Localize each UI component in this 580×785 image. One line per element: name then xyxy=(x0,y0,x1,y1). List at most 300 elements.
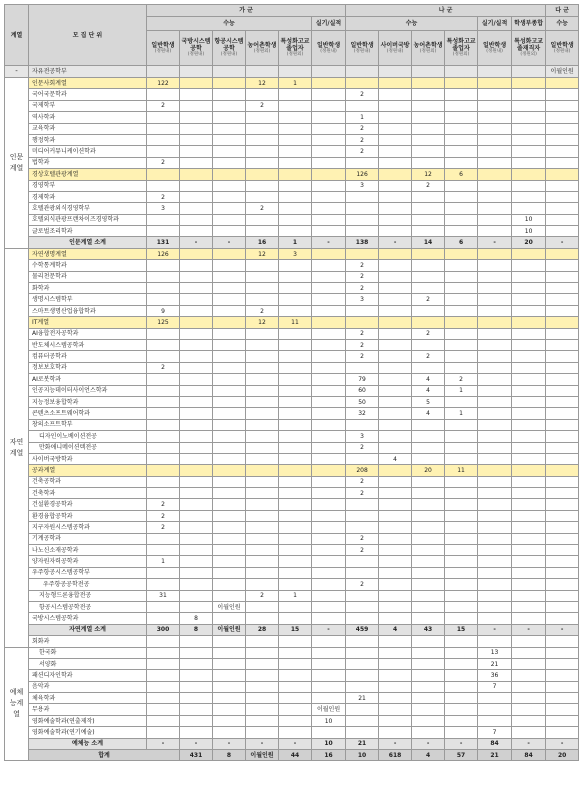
quota-cell xyxy=(379,78,412,89)
table-row xyxy=(5,123,579,134)
quota-cell xyxy=(180,328,213,339)
quota-cell: 10 xyxy=(312,715,346,726)
quota-cell xyxy=(412,419,445,430)
quota-cell xyxy=(379,180,412,191)
unit-name: 화학과 xyxy=(29,283,147,294)
table-row xyxy=(5,100,579,111)
quota-cell xyxy=(546,78,579,89)
group-label: 인문계열 xyxy=(5,78,29,249)
quota-cell xyxy=(546,100,579,111)
quota-cell xyxy=(546,191,579,202)
quota-cell xyxy=(213,112,246,123)
quota-cell xyxy=(478,100,512,111)
quota-cell xyxy=(512,89,546,100)
quota-cell xyxy=(512,169,546,180)
quota-cell xyxy=(180,305,213,316)
quota-cell: 50 xyxy=(346,396,379,407)
quota-cell xyxy=(312,89,346,100)
quota-cell xyxy=(445,260,478,271)
quota-cell xyxy=(312,339,346,350)
quota-cell xyxy=(180,374,213,385)
group-label: 예체능계열 xyxy=(5,647,29,761)
quota-cell xyxy=(213,214,246,225)
quota-cell xyxy=(246,66,279,78)
quota-cell xyxy=(379,533,412,544)
quota-cell xyxy=(312,533,346,544)
column-header xyxy=(246,31,279,66)
quota-cell xyxy=(147,351,180,362)
header-ga-suneung: 수능 xyxy=(147,17,312,31)
quota-cell: 8 xyxy=(180,613,213,624)
quota-cell xyxy=(147,112,180,123)
quota-cell xyxy=(412,545,445,556)
unit-name: 디자인이노베이션전공 xyxy=(29,431,147,442)
quota-cell xyxy=(180,727,213,738)
quota-cell xyxy=(478,157,512,168)
quota-cell xyxy=(512,510,546,521)
table-row xyxy=(5,465,579,476)
quota-cell xyxy=(546,339,579,350)
quota-cell xyxy=(512,112,546,123)
quota-cell xyxy=(445,283,478,294)
quota-cell xyxy=(478,317,512,328)
quota-cell xyxy=(379,681,412,692)
quota-cell xyxy=(312,647,346,658)
admission-quota-table xyxy=(4,4,579,761)
table-row xyxy=(5,488,579,499)
quota-cell: 431 xyxy=(180,750,213,761)
table-row xyxy=(5,203,579,214)
table-row xyxy=(5,169,579,180)
quota-cell xyxy=(412,601,445,612)
quota-cell xyxy=(546,362,579,373)
quota-cell xyxy=(379,339,412,350)
quota-cell: 1 xyxy=(346,112,379,123)
quota-cell xyxy=(412,305,445,316)
quota-cell xyxy=(147,476,180,487)
quota-cell: 2 xyxy=(246,590,279,601)
quota-cell xyxy=(512,636,546,647)
quota-cell xyxy=(279,579,312,590)
quota-cell xyxy=(546,89,579,100)
quota-cell xyxy=(512,465,546,476)
quota-cell xyxy=(412,533,445,544)
quota-cell xyxy=(147,442,180,453)
quota-cell xyxy=(478,123,512,134)
quota-cell xyxy=(379,465,412,476)
quota-cell xyxy=(546,567,579,578)
quota-cell xyxy=(379,647,412,658)
quota-cell xyxy=(279,545,312,556)
quota-cell xyxy=(546,169,579,180)
quota-cell xyxy=(379,100,412,111)
quota-cell xyxy=(445,339,478,350)
table-row xyxy=(5,271,579,282)
quota-cell: 20 xyxy=(412,465,445,476)
quota-cell xyxy=(478,431,512,442)
quota-cell xyxy=(246,613,279,624)
quota-cell xyxy=(180,556,213,567)
quota-cell xyxy=(312,260,346,271)
quota-cell: 2 xyxy=(346,271,379,282)
quota-cell xyxy=(246,226,279,237)
unit-name: 경영학부 xyxy=(29,180,147,191)
column-header xyxy=(445,31,478,66)
quota-cell xyxy=(147,533,180,544)
quota-cell xyxy=(279,89,312,100)
quota-cell xyxy=(379,408,412,419)
quota-cell xyxy=(246,146,279,157)
quota-cell: 125 xyxy=(147,317,180,328)
quota-cell xyxy=(512,476,546,487)
quota-cell: 2 xyxy=(445,374,478,385)
quota-cell xyxy=(512,374,546,385)
quota-cell xyxy=(279,727,312,738)
unit-name: 행정학과 xyxy=(29,134,147,145)
quota-cell xyxy=(312,590,346,601)
quota-cell xyxy=(312,157,346,168)
quota-cell xyxy=(478,408,512,419)
quota-cell xyxy=(412,636,445,647)
column-header-title: 국방시스템공학 xyxy=(181,38,211,52)
quota-cell: 2 xyxy=(147,157,180,168)
quota-cell xyxy=(546,636,579,647)
quota-cell xyxy=(412,590,445,601)
quota-cell xyxy=(445,670,478,681)
quota-cell xyxy=(546,476,579,487)
quota-cell xyxy=(445,419,478,430)
quota-cell xyxy=(512,658,546,669)
quota-cell xyxy=(379,419,412,430)
quota-cell: 84 xyxy=(512,750,546,761)
quota-cell xyxy=(546,396,579,407)
quota-cell: 이월인원 xyxy=(213,601,246,612)
unit-name: 생명시스템학부 xyxy=(29,294,147,305)
quota-cell xyxy=(546,248,579,259)
quota-cell xyxy=(546,693,579,704)
quota-cell xyxy=(213,453,246,464)
quota-cell: 15 xyxy=(445,624,478,635)
quota-cell: 28 xyxy=(246,624,279,635)
table-row xyxy=(5,317,579,328)
quota-cell xyxy=(445,203,478,214)
quota-cell xyxy=(213,419,246,430)
quota-cell xyxy=(512,203,546,214)
quota-cell: - xyxy=(180,738,213,749)
quota-cell xyxy=(246,693,279,704)
quota-cell xyxy=(312,601,346,612)
column-header-note: (정원내) xyxy=(486,48,503,54)
quota-cell xyxy=(445,305,478,316)
quota-cell xyxy=(512,522,546,533)
quota-cell xyxy=(346,647,379,658)
quota-cell xyxy=(279,283,312,294)
quota-cell xyxy=(246,488,279,499)
unit-name: 경상호텔관광계열 xyxy=(29,169,147,180)
quota-cell xyxy=(213,590,246,601)
quota-cell xyxy=(147,169,180,180)
quota-cell xyxy=(180,294,213,305)
quota-cell xyxy=(312,374,346,385)
quota-cell: 2 xyxy=(346,339,379,350)
header-gun-ga: 가 군 xyxy=(147,5,346,17)
quota-cell xyxy=(445,715,478,726)
quota-cell xyxy=(546,647,579,658)
quota-cell: 2 xyxy=(346,442,379,453)
quota-cell xyxy=(180,647,213,658)
quota-cell xyxy=(147,636,180,647)
quota-cell xyxy=(412,453,445,464)
column-header-note: (정원외) xyxy=(253,48,271,54)
table-row xyxy=(5,146,579,157)
table-row xyxy=(5,339,579,350)
quota-cell xyxy=(213,647,246,658)
header-ga-silgi: 실기/실적 xyxy=(312,17,346,31)
table-row xyxy=(5,590,579,601)
quota-cell xyxy=(180,419,213,430)
quota-cell xyxy=(213,715,246,726)
quota-cell xyxy=(478,636,512,647)
unit-name: 음악과 xyxy=(29,681,147,692)
quota-cell: - xyxy=(546,738,579,749)
quota-cell xyxy=(412,727,445,738)
quota-cell: 126 xyxy=(147,248,180,259)
quota-cell xyxy=(412,248,445,259)
quota-cell xyxy=(147,408,180,419)
quota-cell xyxy=(478,488,512,499)
quota-cell xyxy=(512,670,546,681)
unit-name: 반도체시스템공학과 xyxy=(29,339,147,350)
quota-cell xyxy=(147,328,180,339)
quota-cell xyxy=(478,385,512,396)
quota-cell xyxy=(379,112,412,123)
quota-cell xyxy=(546,727,579,738)
quota-cell: 1 xyxy=(279,78,312,89)
quota-cell xyxy=(312,579,346,590)
quota-cell xyxy=(412,317,445,328)
quota-cell xyxy=(312,191,346,202)
quota-cell xyxy=(512,362,546,373)
quota-cell xyxy=(412,271,445,282)
quota-cell xyxy=(147,647,180,658)
quota-cell xyxy=(546,134,579,145)
quota-cell xyxy=(180,488,213,499)
quota-cell xyxy=(512,408,546,419)
quota-cell xyxy=(279,556,312,567)
quota-cell xyxy=(312,169,346,180)
quota-cell xyxy=(546,488,579,499)
quota-cell xyxy=(546,283,579,294)
quota-cell xyxy=(180,146,213,157)
table-row xyxy=(5,78,579,89)
column-header xyxy=(412,31,445,66)
quota-cell xyxy=(512,488,546,499)
quota-cell xyxy=(279,419,312,430)
quota-cell xyxy=(346,419,379,430)
table-row xyxy=(5,601,579,612)
quota-cell xyxy=(180,66,213,78)
quota-cell: 2 xyxy=(346,545,379,556)
quota-cell xyxy=(379,727,412,738)
quota-cell xyxy=(412,134,445,145)
quota-cell xyxy=(279,100,312,111)
quota-cell xyxy=(312,670,346,681)
quota-cell xyxy=(478,567,512,578)
quota-cell xyxy=(246,419,279,430)
quota-cell xyxy=(412,579,445,590)
quota-cell: 2 xyxy=(412,328,445,339)
quota-cell: 13 xyxy=(478,647,512,658)
quota-cell xyxy=(147,89,180,100)
quota-cell: 57 xyxy=(445,750,478,761)
header-na-suneung: 수능 xyxy=(346,17,478,31)
quota-cell xyxy=(478,693,512,704)
quota-cell xyxy=(379,351,412,362)
quota-cell xyxy=(246,636,279,647)
quota-cell: 3 xyxy=(147,203,180,214)
quota-cell xyxy=(246,556,279,567)
quota-cell xyxy=(246,567,279,578)
quota-cell xyxy=(379,328,412,339)
unit-name: 자연계열 소계 xyxy=(29,624,147,635)
quota-cell xyxy=(279,658,312,669)
quota-cell xyxy=(246,191,279,202)
quota-cell xyxy=(213,545,246,556)
quota-cell: 8 xyxy=(213,750,246,761)
unit-name: 서양화 xyxy=(29,658,147,669)
unit-name: 나노신소재공학과 xyxy=(29,545,147,556)
quota-cell xyxy=(180,157,213,168)
table-row xyxy=(5,545,579,556)
quota-cell: 3 xyxy=(346,180,379,191)
quota-cell xyxy=(445,522,478,533)
quota-cell xyxy=(147,66,180,78)
header-group: 계열 xyxy=(5,5,29,66)
quota-cell: 36 xyxy=(478,670,512,681)
quota-cell xyxy=(180,533,213,544)
quota-cell xyxy=(445,476,478,487)
quota-cell xyxy=(379,431,412,442)
quota-cell xyxy=(147,715,180,726)
quota-cell xyxy=(246,431,279,442)
quota-cell xyxy=(213,533,246,544)
quota-cell xyxy=(213,260,246,271)
quota-cell: 1 xyxy=(279,590,312,601)
quota-cell xyxy=(346,556,379,567)
quota-cell xyxy=(512,545,546,556)
quota-cell xyxy=(213,522,246,533)
quota-cell xyxy=(445,647,478,658)
quota-cell xyxy=(379,385,412,396)
quota-cell xyxy=(478,203,512,214)
quota-cell xyxy=(546,545,579,556)
quota-cell xyxy=(279,522,312,533)
quota-cell xyxy=(213,408,246,419)
quota-cell xyxy=(512,613,546,624)
quota-cell xyxy=(213,362,246,373)
table-row xyxy=(5,556,579,567)
quota-cell xyxy=(246,465,279,476)
quota-cell xyxy=(180,89,213,100)
quota-cell xyxy=(546,374,579,385)
quota-cell xyxy=(512,134,546,145)
column-header-note: (정원내) xyxy=(353,48,371,54)
quota-cell xyxy=(312,408,346,419)
quota-cell xyxy=(279,305,312,316)
quota-cell xyxy=(246,214,279,225)
quota-cell: 1 xyxy=(147,556,180,567)
column-header-title: 일반학생 xyxy=(550,41,574,49)
quota-cell xyxy=(512,567,546,578)
quota-cell xyxy=(246,396,279,407)
quota-cell xyxy=(478,134,512,145)
quota-cell xyxy=(246,522,279,533)
table-row xyxy=(5,191,579,202)
quota-cell xyxy=(379,488,412,499)
quota-cell: 10 xyxy=(512,226,546,237)
quota-cell xyxy=(312,693,346,704)
unit-name: 건축공학과 xyxy=(29,476,147,487)
quota-cell xyxy=(412,214,445,225)
quota-cell: 2 xyxy=(147,499,180,510)
quota-cell xyxy=(246,545,279,556)
quota-cell xyxy=(379,134,412,145)
quota-cell xyxy=(546,556,579,567)
quota-cell xyxy=(180,260,213,271)
quota-cell: 21 xyxy=(346,693,379,704)
quota-cell: 3 xyxy=(279,248,312,259)
quota-cell xyxy=(512,248,546,259)
quota-cell xyxy=(478,613,512,624)
quota-cell xyxy=(147,453,180,464)
quota-cell xyxy=(379,157,412,168)
table-row xyxy=(5,374,579,385)
quota-cell xyxy=(180,715,213,726)
quota-cell xyxy=(445,579,478,590)
quota-cell: - xyxy=(279,738,312,749)
quota-cell xyxy=(312,658,346,669)
quota-cell xyxy=(180,510,213,521)
quota-cell xyxy=(546,305,579,316)
quota-cell: 126 xyxy=(346,169,379,180)
quota-cell xyxy=(379,271,412,282)
quota-cell xyxy=(412,283,445,294)
quota-cell xyxy=(512,328,546,339)
table-row xyxy=(5,693,579,704)
quota-cell xyxy=(412,681,445,692)
table-row xyxy=(5,226,579,237)
quota-cell xyxy=(445,66,478,78)
quota-cell xyxy=(279,385,312,396)
quota-cell xyxy=(546,123,579,134)
quota-cell xyxy=(213,670,246,681)
quota-cell xyxy=(213,510,246,521)
quota-cell xyxy=(213,317,246,328)
quota-cell xyxy=(312,681,346,692)
quota-cell xyxy=(546,146,579,157)
unit-name: 자연생명계열 xyxy=(29,248,147,259)
quota-cell xyxy=(213,351,246,362)
quota-cell xyxy=(412,100,445,111)
quota-cell xyxy=(379,636,412,647)
quota-cell xyxy=(246,271,279,282)
quota-cell: - xyxy=(546,624,579,635)
unit-name: 환경융합공학과 xyxy=(29,510,147,521)
quota-cell xyxy=(379,704,412,715)
quota-cell xyxy=(213,328,246,339)
quota-cell xyxy=(312,248,346,259)
quota-cell xyxy=(478,351,512,362)
